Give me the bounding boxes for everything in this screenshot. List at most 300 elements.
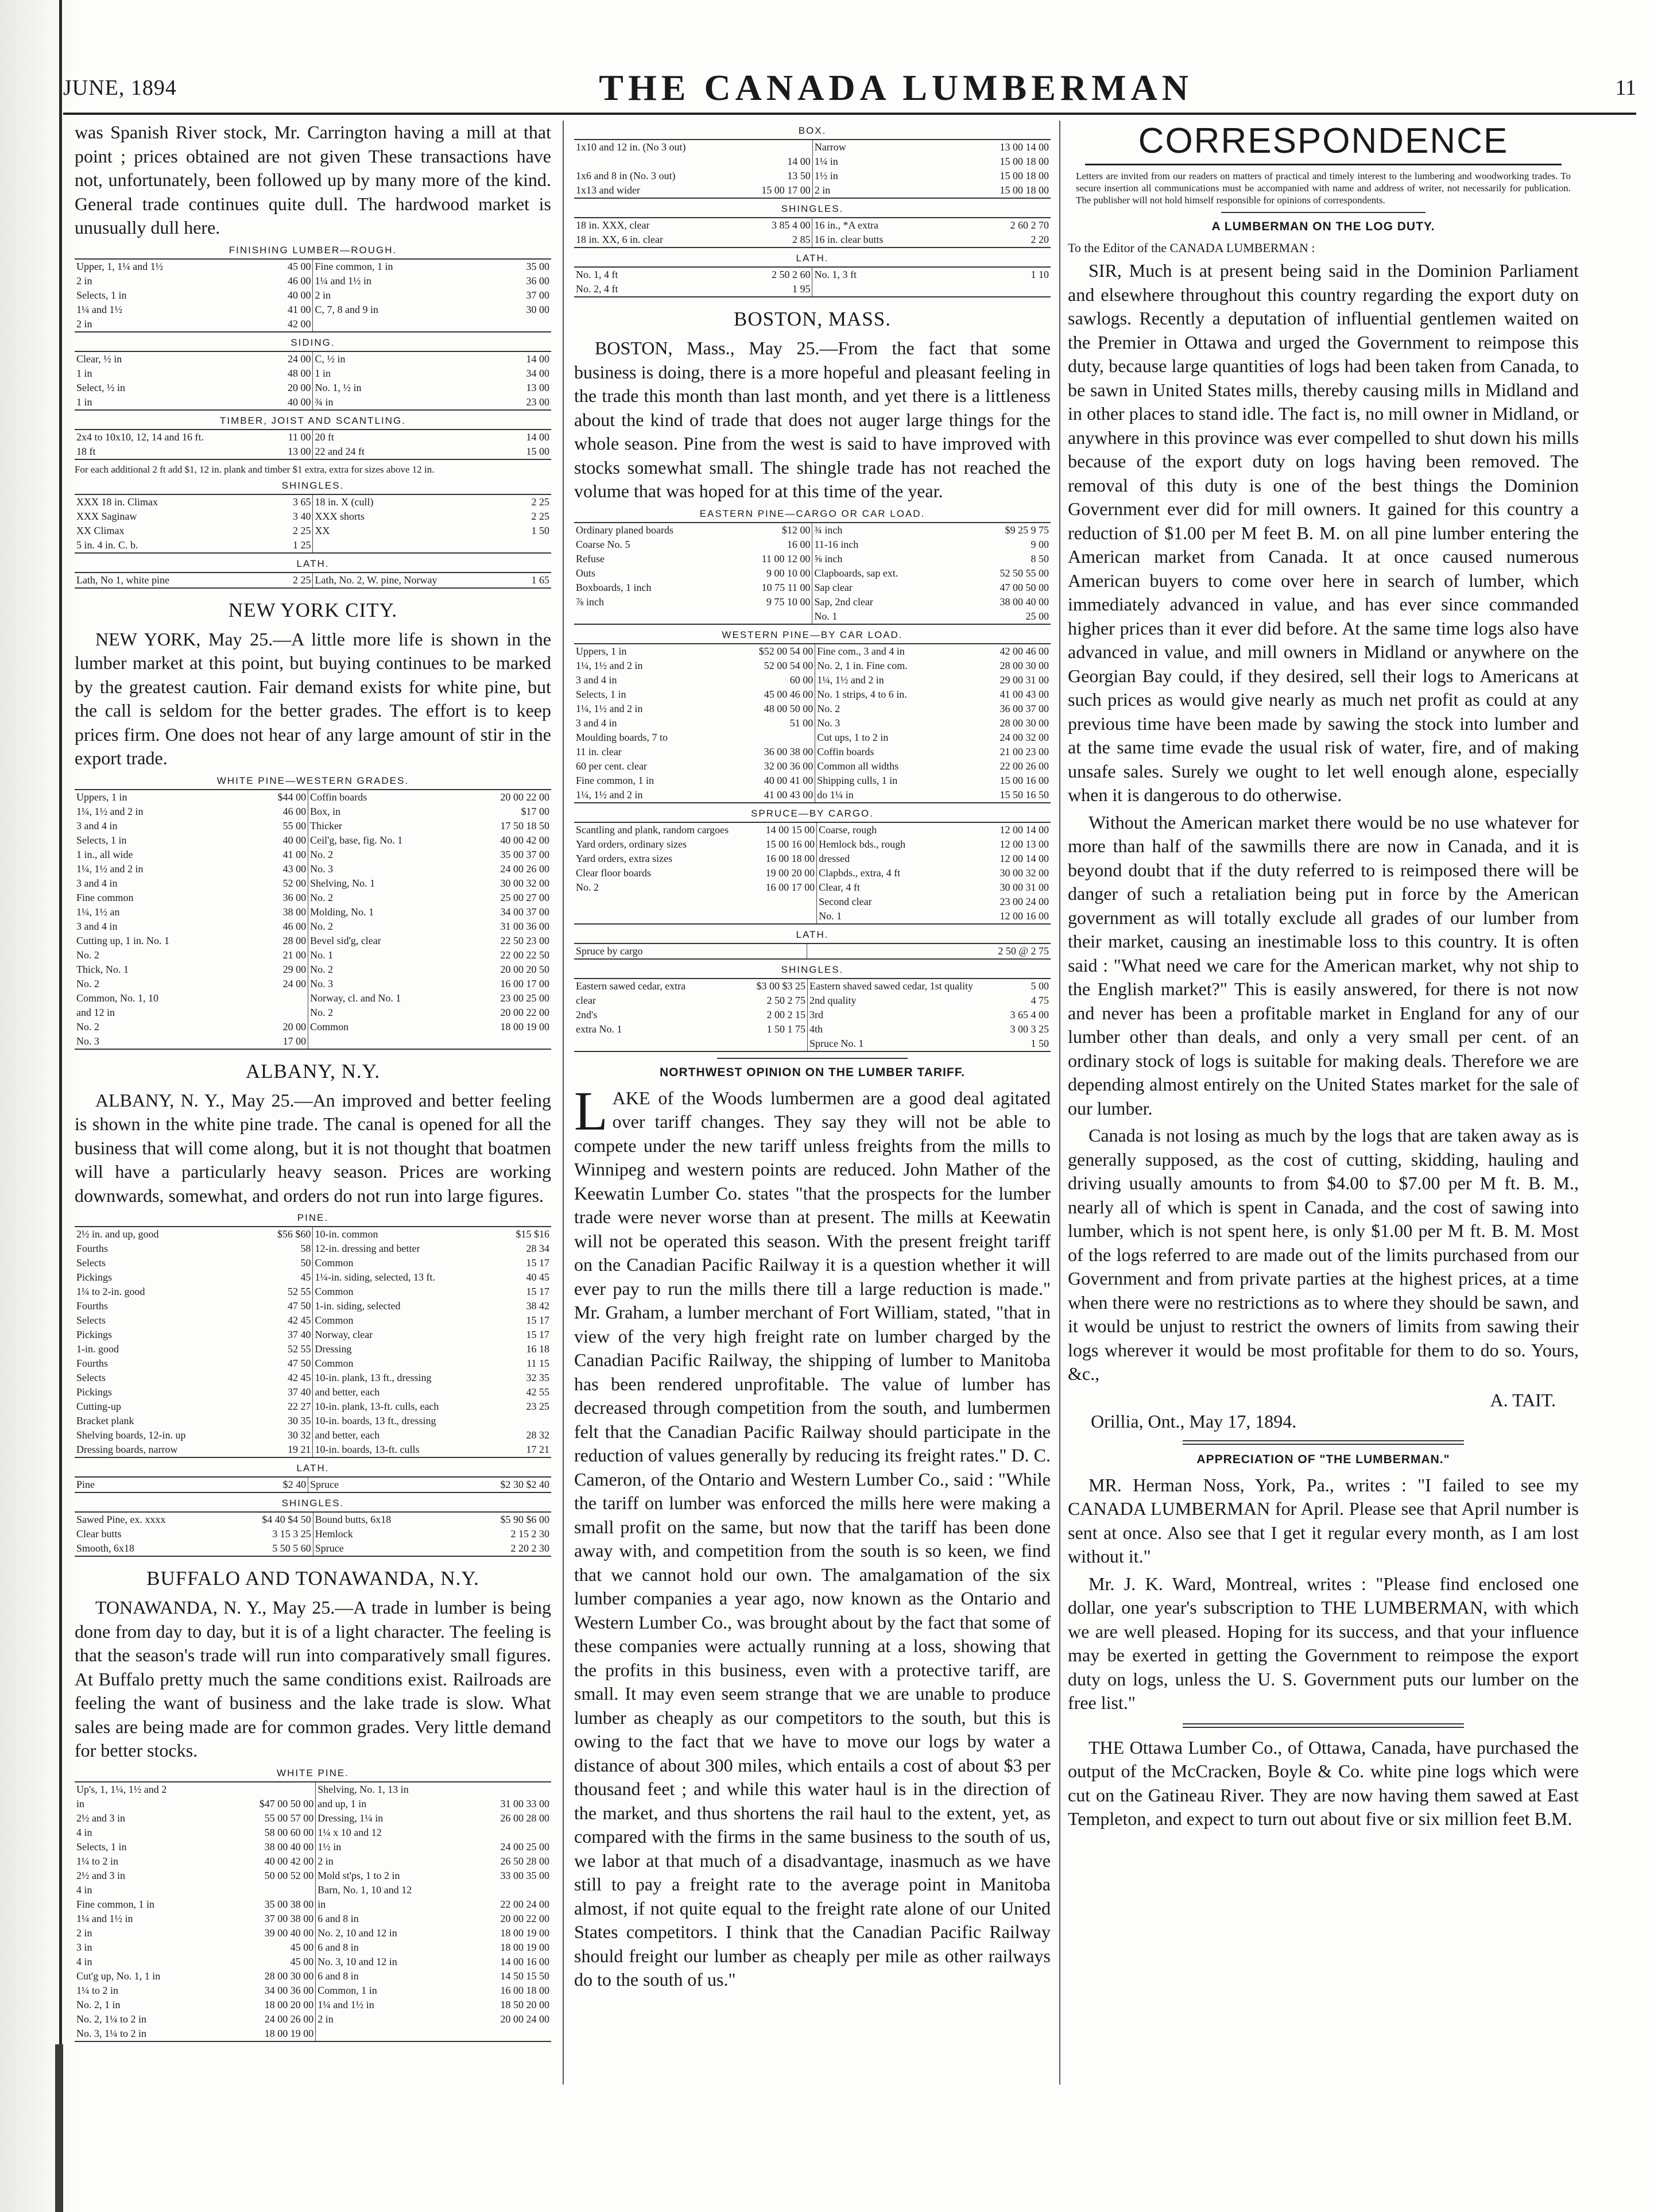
item-name: 5 in. 4 in. C. b. (76, 539, 138, 551)
table-row (75, 991, 551, 1006)
item-name: Pickings (76, 1329, 113, 1340)
item-price (498, 1414, 551, 1428)
item-name: 1½ in (812, 169, 989, 183)
item-price: 39 00 40 00 (264, 1927, 314, 1939)
price-table (75, 572, 551, 589)
column-right (1068, 121, 1579, 2188)
price-table (75, 494, 551, 554)
item-price: 15 17 (526, 1329, 549, 1340)
item-name: 2 in (76, 274, 92, 287)
item-name: Uppers, 1 in (76, 791, 127, 803)
item-name: Clear butts (76, 1528, 122, 1540)
item-name: Fine common, 1 in (576, 774, 654, 786)
table-row (574, 609, 1051, 624)
table-row (75, 1328, 551, 1342)
item-price: 24 00 25 00 (500, 1840, 549, 1853)
item-name: Bevel sid'g, clear (308, 934, 489, 948)
item-name: ¾ inch (812, 523, 990, 537)
item-name: ⅞ inch (576, 595, 604, 608)
table-row (574, 218, 1051, 233)
table-row (574, 687, 1051, 702)
item-price: 9 00 10 00 (766, 567, 811, 579)
item-price: 23 00 25 00 (500, 992, 549, 1004)
item-name: 1 in (76, 396, 92, 408)
item-name: No. 2 (76, 977, 99, 989)
item-price: 24 00 26 00 (264, 2013, 314, 2025)
item-name: 1 in (76, 367, 92, 379)
divider (1221, 212, 1426, 213)
item-price: 45 00 (290, 1941, 314, 1953)
item-price: 16 00 17 00 (765, 881, 815, 893)
item-name: Uppers, 1 in (576, 645, 627, 657)
item-name: Clear, ½ in (76, 353, 122, 365)
item-name: 2½ and 3 in (76, 1869, 125, 1881)
item-price: 52 55 (287, 1286, 311, 1297)
item-price (498, 317, 551, 332)
table-row (75, 1955, 551, 1969)
item-price: 36 00 38 00 (764, 745, 814, 757)
item-price: 58 (300, 1243, 311, 1254)
table-row (75, 977, 551, 991)
item-price: 40 45 (526, 1271, 549, 1283)
table-title: WHITE PINE. (277, 1767, 349, 1778)
item-price: 18 50 20 00 (500, 1998, 549, 2010)
column-rule (1059, 121, 1060, 2085)
table-row (75, 948, 551, 962)
item-price: 42 00 46 00 (1000, 645, 1049, 657)
table-row (75, 1826, 551, 1840)
item-name: Selects, 1 in (76, 834, 127, 846)
item-price: 23 00 (526, 396, 549, 408)
item-name: 2x4 to 10x10, 12, 14 and 16 ft. (76, 431, 204, 443)
item-name: Sap clear (812, 581, 990, 595)
item-name: Hemlock (313, 1527, 490, 1541)
item-name: 1¼, 1½ and 2 in (815, 673, 990, 687)
item-name: No. 1 (308, 948, 489, 962)
item-name: 1x6 and 8 in (No. 3 out) (576, 170, 676, 181)
item-name: Fourths (76, 1300, 109, 1312)
item-name: No. 2 (576, 881, 599, 893)
price-table (75, 351, 551, 411)
table-row (574, 282, 1051, 297)
item-price: 34 00 36 00 (264, 1984, 314, 1996)
item-price: $9 25 9 75 (1005, 524, 1049, 536)
item-name (313, 317, 498, 332)
item-name: Lath, No 1, white pine (76, 574, 169, 586)
item-price: 2 25 (531, 496, 549, 508)
item-name: 10-in. common (313, 1227, 498, 1242)
item-name: Second clear (817, 895, 991, 909)
item-name: 1½ in (316, 1840, 491, 1854)
table-row (75, 1020, 551, 1034)
item-name: XXX Saginaw (76, 510, 137, 522)
item-price: 15 17 (526, 1314, 549, 1326)
item-price: 3 65 (292, 496, 311, 508)
table-row (75, 1782, 551, 1797)
item-price: 15 00 18 00 (1000, 184, 1049, 196)
item-name: No. 1 (812, 609, 990, 624)
item-name: 10-in. boards, 13 ft., dressing (313, 1414, 498, 1428)
item-price: 14 00 (526, 353, 549, 365)
table-note: For each additional 2 ft add $1, 12 in. plank and timber $1 extra, extra for sizes above 12 in. (75, 463, 435, 475)
table-row (574, 1022, 1051, 1037)
item-name: Selects (76, 1257, 106, 1269)
item-name: 1¼ and 1½ in (76, 1912, 133, 1924)
item-name: Selects, 1 in (76, 289, 127, 301)
item-price: 2 25 (292, 524, 311, 536)
item-name (316, 2027, 491, 2041)
item-name: 4 in (76, 1955, 92, 1967)
item-price: 35 00 (526, 260, 549, 272)
item-price: 12 00 14 00 (1000, 823, 1049, 836)
item-price: 14 00 (526, 431, 549, 443)
item-name: Fourths (76, 1243, 109, 1254)
price-table (75, 1781, 551, 2042)
item-price: 14 00 16 00 (500, 1955, 549, 1967)
section-heading: BUFFALO AND TONAWANDA, N.Y. (146, 1567, 479, 1590)
item-name: 18 in. XXX, clear (576, 219, 650, 231)
item-price: 52 00 (282, 877, 307, 889)
item-name: Yard orders, ordinary sizes (576, 838, 687, 850)
market-report: TONAWANDA, N. Y., May 25.—A trade in lumber is being done from day to day, but it is of a light character. The feeling is that the season's trade will run into comparatively small figures. At Buffalo pretty much the same conditions exist. Railroads are feeling the want of business and the lake trade is slow. What sales are being made are for common grades. Very little demand for better stocks. (75, 1597, 551, 1761)
item-price (491, 2027, 551, 2041)
table-row (75, 395, 551, 410)
table-row (75, 1983, 551, 1998)
letter-paragraph: Canada is not losing as much by the logs that are taken away as is generally supposed, as the cost of cutting, skidding, hauling and driving usually amounts to from $4.00 to $7.00 per M ft. B. M., nearly all of which is spent in Canada, and the cost of sawing into lumber, which is not spent here, is only $1.00 per M ft. B. M. Most of the logs referred to are made out of the limits purchased from our Government and from private parties at the highest prices, at a time when there were no restrictions as to where they should be sawn, and it would be unjust to restrict the owners of limits from sawing their logs wherever it would be most profitable for them to do so. Yours, &c., (1068, 1125, 1579, 1384)
item-name: dressed (817, 852, 991, 866)
item-price (997, 282, 1051, 297)
item-name: No. 2 (76, 949, 99, 961)
item-price: $56 $60 (277, 1228, 311, 1240)
item-name: No. 3, 10 and 12 in (316, 1955, 491, 1969)
article-paragraph: Mr. J. K. Ward, Montreal, writes : "Please find enclosed one dollar, one year's subscription to THE LUMBERMAN, with which we are well pleased. Hoping for its success, and that your influence may be exerted in getting the Government to reimpose the export duty on logs, unless the U. S. Government puts our lumber on the free list." (1068, 1573, 1579, 1713)
item-name: XXX shorts (313, 509, 498, 524)
table-row (75, 1385, 551, 1399)
table-row (75, 2027, 551, 2041)
table-row (574, 788, 1051, 803)
item-name (574, 154, 751, 169)
item-price (752, 609, 812, 624)
letter-signature: A. TAIT. (1490, 1389, 1556, 1410)
item-name: 3 and 4 in (76, 877, 118, 889)
item-price: 21 00 23 00 (1000, 745, 1049, 757)
table-row (75, 1883, 551, 1897)
item-price: 30 35 (287, 1415, 311, 1426)
table-row (75, 1256, 551, 1270)
table-row (75, 1371, 551, 1385)
table-row (574, 659, 1051, 673)
item-name: extra No. 1 (576, 1023, 622, 1035)
item-name: 16 in. clear butts (812, 233, 997, 248)
item-name: do 1¼ in (815, 788, 990, 803)
item-price: 34 00 (526, 367, 549, 379)
item-price: 36 00 37 00 (1000, 702, 1049, 714)
item-name: 10-in. boards, 13-ft. culls (313, 1443, 498, 1457)
item-name: 22 and 24 ft (313, 444, 498, 459)
item-name: No. 1, ½ in (313, 381, 498, 395)
heading-rule (1085, 164, 1562, 165)
item-price: 1 50 1 75 (766, 1023, 805, 1035)
item-name: Mold st'ps, 1 to 2 in (316, 1869, 491, 1883)
item-price: 17 50 18 50 (500, 819, 549, 832)
header-rule (63, 113, 1636, 115)
table-row (75, 1512, 551, 1527)
item-price: 15 00 16 00 (765, 838, 815, 850)
item-price: 17 21 (526, 1444, 549, 1455)
item-name: No. 2, 1 in. Fine com. (815, 659, 990, 673)
item-name: Common (313, 1356, 498, 1371)
table-row (75, 934, 551, 948)
item-price: 41 00 (282, 848, 307, 860)
table-row (75, 819, 551, 833)
item-price: 24 00 (282, 977, 307, 989)
price-table (75, 789, 551, 1050)
item-price: 42 00 (287, 318, 311, 330)
article-heading: NORTHWEST OPINION ON THE LUMBER TARIFF. (659, 1065, 966, 1079)
item-price: 46 00 (282, 920, 307, 932)
item-name: No. 2, 10 and 12 in (316, 1926, 491, 1940)
item-name: 18 ft (76, 445, 96, 457)
item-name: Select, ½ in (76, 381, 125, 393)
item-price: 14 00 (787, 156, 811, 167)
table-row (75, 833, 551, 848)
column-rule (563, 121, 564, 2085)
item-price: 36 00 (282, 891, 307, 903)
item-price: 24 00 26 00 (500, 863, 549, 875)
item-price: 28 00 30 00 (264, 1970, 314, 1982)
item-price: 15 17 (526, 1257, 549, 1269)
table-row (75, 1541, 551, 1556)
item-name: Refuse (576, 552, 605, 564)
table-row (75, 1477, 551, 1492)
item-price: 38 42 (526, 1300, 549, 1312)
item-name (308, 1034, 489, 1049)
item-name: Pine (76, 1479, 95, 1490)
item-name: 1¼, 1½ and 2 in (576, 659, 643, 671)
table-row (75, 1897, 551, 1912)
item-name: 18 in. X (cull) (313, 494, 498, 509)
table-row (574, 169, 1051, 183)
item-price: 22 00 24 00 (500, 1898, 549, 1910)
item-name (313, 538, 498, 553)
item-name: No. 2, 1 in (76, 1998, 121, 2010)
item-price: $15 $16 (516, 1228, 549, 1240)
item-name: Sawed Pine, ex. xxxx (76, 1514, 166, 1525)
item-name: C, 7, 8 and 9 in (313, 303, 498, 317)
item-price: 13 00 (287, 445, 311, 457)
item-name: Shelving boards, 12-in. up (76, 1429, 186, 1441)
item-price: 46 00 (287, 274, 311, 287)
item-price: $47 00 50 00 (259, 1797, 314, 1809)
item-name: Dressing boards, narrow (76, 1444, 178, 1455)
item-name: No. 2 (308, 962, 489, 977)
item-name: Pickings (76, 1386, 113, 1398)
table-row (75, 1926, 551, 1940)
item-name: 2 in (76, 318, 92, 330)
item-name: 1x10 and 12 in. (No 3 out) (576, 141, 686, 153)
item-name: Pickings (76, 1271, 113, 1283)
item-name: Bound butts, 6x18 (313, 1512, 490, 1527)
item-price: 26 50 28 00 (500, 1855, 549, 1867)
item-name: Narrow (812, 140, 989, 154)
item-price (250, 1782, 316, 1797)
item-name: 1¼, 1½ and 2 in (76, 805, 144, 817)
item-price: 40 00 (282, 834, 307, 846)
editorial-note: Letters are invited from our readers on matters of practical and timely interest to the lumbering and woodworking trades. To secure insertion all communications must be accompanied with name and address of writer, not necessarily for publication. The publisher will not hold himself responsible for opinions of correspondents. (1076, 171, 1571, 206)
item-name: Selects, 1 in (76, 1840, 127, 1853)
table-row (574, 140, 1051, 154)
item-name: 6 and 8 in (316, 1940, 491, 1955)
item-name: Clear floor boards (576, 867, 651, 879)
item-price: 25 00 27 00 (500, 891, 549, 903)
item-price: 37 40 (287, 1386, 311, 1398)
item-price: 1 65 (531, 574, 549, 586)
table-row (574, 759, 1051, 774)
item-price: 12 00 13 00 (1000, 838, 1049, 850)
item-name: Cut'g up, No. 1, 1 in (76, 1970, 161, 1982)
item-name: No. 2 (308, 1006, 489, 1020)
item-name: Up's, 1, 1¼, 1½ and 2 (76, 1783, 167, 1795)
item-name: No. 2, 4 ft (576, 283, 618, 295)
item-price: 16 00 18 00 (765, 852, 815, 864)
item-name: No. 3 (815, 716, 990, 730)
item-price: 29 00 (282, 963, 307, 975)
item-name: Spruce (308, 1477, 489, 1492)
item-name: No. 2 (308, 891, 489, 905)
item-price (498, 538, 551, 553)
item-price: 1 10 (1031, 269, 1049, 280)
letter-paragraph: SIR, Much is at present being said in the Dominion Parliament and elsewhere throughout this country regarding the export duty on sawlogs. Recently a deputation of influential gentlemen waited on the Premier in Ottawa and urged the Government to reimpose this duty, because large quantities of logs had been taken from Canada, to be sawn in United States mills, thereby causing mills in Midland and in other places to stand idle. The fact is, no mill owner in Midland, or anywhere in this province was ever compelled to shut down his mills because of the export duty on logs having been removed. The removal of this duty is one of the best things the Dominion Government ever did for mill owners. It gained for this country a reduction of $1.00 per M feet B. M. on all pine lumber entering the American market from Canada. It at once caused numerous American buyers to come over here in search of lumber, which immediately advanced in value, and has ever since commanded higher prices than it ever did before. At the same time logs also have advanced in value, and mill owners in Midland or anywhere on the Georgian Bay could, if they desired, sell their logs to Americans at such prices as would give nearly as much net profit as could at any previous time have been made by sawing the stock into lumber and at the same time evade the usual risk of water, fire, and of making unsafe sales. Surely we ought to let well enough alone, especially when it is dangerous to do otherwise. (1068, 260, 1579, 805)
item-price: 2 15 2 30 (510, 1528, 549, 1540)
item-price: 37 00 38 00 (264, 1912, 314, 1924)
item-price: 24 00 32 00 (1000, 731, 1049, 743)
table-row (574, 644, 1051, 659)
item-price (747, 1037, 808, 1051)
item-name: Box, in (308, 805, 489, 819)
divider (717, 1058, 908, 1059)
item-price: 37 00 (526, 289, 549, 301)
item-name: 10-in. plank, 13-ft. culls, each (313, 1399, 498, 1414)
table-row (75, 1869, 551, 1883)
item-name: Upper, 1, 1¼ and 1½ (76, 260, 164, 272)
item-price: 30 32 (287, 1429, 311, 1441)
item-price: 28 00 30 00 (1000, 717, 1049, 729)
table-row (75, 862, 551, 876)
item-price: 18 00 19 00 (264, 2027, 314, 2039)
item-name: Coffin boards (815, 745, 990, 759)
item-price: 22 50 23 00 (500, 934, 549, 946)
section-heading: ALBANY, N.Y. (245, 1059, 381, 1082)
item-name: 1 in (313, 366, 498, 381)
table-row (75, 303, 551, 317)
table-row (75, 1242, 551, 1256)
table-row (75, 494, 551, 509)
item-name: Selects (76, 1372, 106, 1383)
drop-cap: L (574, 1080, 608, 1142)
item-name: C, ½ in (313, 351, 498, 366)
table-row (75, 1797, 551, 1811)
item-price: 2 50 2 75 (766, 994, 805, 1006)
item-name: 1¼, 1½ and 2 in (76, 863, 144, 875)
table-title: PINE. (297, 1212, 329, 1223)
item-name: in (76, 1797, 85, 1809)
item-name: Coarse No. 5 (576, 538, 630, 550)
article-body (574, 1080, 1051, 1992)
item-price: 5 00 (1031, 980, 1049, 992)
item-name: Spruce No. 1 (807, 1037, 1000, 1051)
item-name: and 12 in (76, 1006, 115, 1018)
item-price: 16 00 18 00 (500, 1984, 549, 1996)
item-name: No. 3 (76, 1035, 99, 1047)
item-name: 3 in (76, 1941, 92, 1953)
item-price: 9 00 (1031, 538, 1049, 550)
item-price: 3 65 4 00 (1010, 1008, 1049, 1020)
table-title: TIMBER, JOIST AND SCANTLING. (220, 415, 406, 426)
item-price: 23 25 (526, 1401, 549, 1412)
table-title: SHINGLES. (281, 479, 344, 491)
item-price: 48 00 50 00 (764, 702, 814, 714)
article-text: AKE of the Woods lumbermen are a good deal agitated over tariff changes. They say they will not be able to compete under the new tariff unless freights from the mills to Winnipeg and western points are reduced. John Mather of the Keewatin Lumber Co. states "that the prospects for the lumber trade were never worse than at present. The mills at Keewatin will not be operated this season. With the present freight tariff on the Canadian Pacific Railway it is a question whether it will ever pay to run the mills there till a large reduction is made." Mr. Graham, a lumber merchant of Fort William, stated, "that in view of the very high freight rate on lumber charged by the Canadian Pacific Railway, the shipping of lumber to Manitoba has been rendered unprofitable. The value of lumber has decreased through competition from the south, and lumbermen felt that the Canadian Pacific Railway should participate in the reduction of values generally by reducing its freight rates." D. C. Cameron, of the Ontario and Western Lumber Co., said : "While the tariff on lumber was enforced the mills here were making a small profit on the same, but now that the tariff has been done away with, and competition from the south is so keen, we find that we cannot hold our own. The amalgamation of the six lumber companies a year ago, now known as the Ontario and Western Lumber Co., was brought about by the fact that some of these companies were actually running at a loss, showing that the profits in this business, even with a protective tariff, are small. It may even seem strange that we are unable to produce lumber as cheaply as our competitors to the south, but this is owing to the fact that we have to move our logs by water a distance of about 300 miles, which entails a cost of about $3 per thousand feet ; and while this water haul is in the direction of the market, and thus shortens the rail haul to the extent, yet, as compared with the firms in the same business to the south of us, we labor at that much of a disadvantage, inasmuch as we have still to pay a freight rate to the average point in Manitoba almost, if not quite equal to the freight rate alone of our United States competitors. I think that the Canadian Pacific Railway should freight our lumber as cheaply per mile as other railways do to the south of us." (574, 1087, 1051, 1990)
item-name (807, 943, 987, 959)
table-row (574, 852, 1051, 866)
table-row (75, 905, 551, 919)
item-name: Fine common, 1 in (76, 1898, 154, 1910)
table-row (75, 524, 551, 538)
item-name: 3 and 4 in (76, 920, 118, 932)
table-row (75, 509, 551, 524)
item-price: 32 00 36 00 (764, 760, 814, 772)
item-price: $17 00 (521, 805, 549, 817)
item-name: Spruce by cargo (576, 945, 643, 957)
item-price: 50 (300, 1257, 311, 1269)
item-price: 2 85 (792, 234, 811, 245)
item-name (574, 895, 756, 909)
item-price: 30 00 32 00 (500, 877, 549, 889)
table-row (574, 267, 1051, 282)
item-price: 2 00 2 15 (766, 1008, 805, 1020)
item-name: Lath, No. 2, W. pine, Norway (313, 573, 498, 588)
table-row (75, 1356, 551, 1371)
table-row (574, 909, 1051, 924)
item-name: Coffin boards (308, 790, 489, 805)
item-name: 3 and 4 in (76, 819, 118, 832)
article-paragraph: MR. Herman Noss, York, Pa., writes : "I failed to see my CANADA LUMBERMAN for April. Please see that April number is sent at once. Also see that I get it regular every month, as I am lost without it." (1068, 1474, 1579, 1567)
item-name: Barn, No. 1, 10 and 12 (316, 1883, 491, 1897)
item-name: No. 3, 1¼ to 2 in (76, 2027, 147, 2039)
item-price: 13 50 (787, 170, 811, 181)
item-price: 30 00 31 00 (1000, 881, 1049, 893)
table-row (75, 573, 551, 588)
table-row (75, 919, 551, 934)
item-price: 11 15 (526, 1358, 549, 1369)
item-price: 33 00 35 00 (500, 1869, 549, 1881)
item-name: 2 in (76, 1927, 92, 1939)
item-price (250, 1883, 316, 1897)
item-name: Fine com., 3 and 4 in (815, 644, 990, 659)
table-row (75, 1299, 551, 1313)
table-row (75, 876, 551, 891)
item-price (255, 991, 308, 1006)
item-name: 6 and 8 in (316, 1969, 491, 1983)
item-price: 2 25 (531, 510, 549, 522)
item-price: 36 00 (526, 274, 549, 287)
item-name: 11-16 inch (812, 537, 990, 552)
item-price: 31 00 36 00 (500, 920, 549, 932)
item-price: 52 55 (287, 1343, 311, 1355)
item-name: 1¼-in. siding, selected, 13 ft. (313, 1270, 498, 1285)
item-name: 20 ft (313, 430, 498, 444)
item-price: $52 00 54 00 (758, 645, 814, 657)
